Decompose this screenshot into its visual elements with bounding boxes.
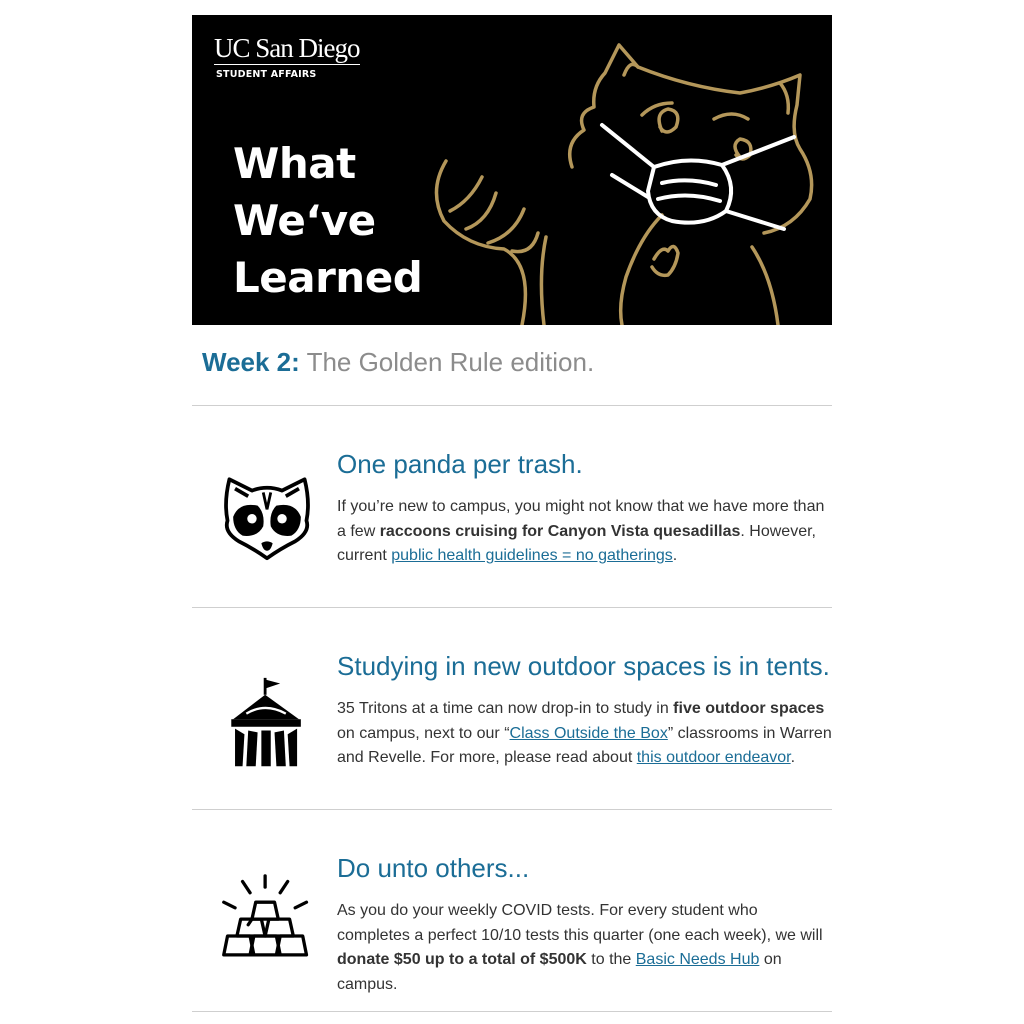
body-text: . However, current bbox=[337, 522, 816, 564]
public-health-guidelines-link[interactable]: public health guidelines = no gatherings bbox=[391, 547, 673, 564]
section-body bbox=[337, 697, 832, 771]
gold-bars-icon bbox=[220, 874, 314, 968]
newsletter-container bbox=[192, 15, 832, 1012]
section-body bbox=[337, 899, 832, 997]
hero-title-line: Learned bbox=[233, 253, 423, 302]
body-text: As you do your weekly COVID tests. For every student who completes a perfect 10/10 tests this quarter (one each week), we will bbox=[337, 902, 823, 944]
body-bold-text: five outdoor spaces bbox=[673, 700, 825, 717]
outdoor-endeavor-link[interactable]: this outdoor endeavor bbox=[636, 749, 791, 766]
body-text: 35 Tritons at a time can now drop-in to study in bbox=[337, 700, 674, 717]
circus-tent-icon bbox=[220, 676, 314, 770]
body-text: on campus. bbox=[337, 951, 782, 993]
hero-banner bbox=[192, 15, 832, 325]
section-outdoor-spaces bbox=[192, 608, 832, 810]
hero-title-line: We‘ve bbox=[233, 196, 376, 245]
body-text: . bbox=[790, 749, 796, 766]
section-do-unto-others bbox=[192, 810, 832, 1012]
section-title: Studying in new outdoor spaces is in tents. bbox=[337, 651, 830, 681]
week-heading bbox=[192, 325, 832, 406]
body-bold-text: donate $50 up to a total of $500K bbox=[337, 951, 587, 968]
body-text: to the bbox=[586, 951, 636, 968]
body-text: . bbox=[672, 547, 678, 564]
logo-subtitle: STUDENT AFFAIRS bbox=[216, 69, 317, 80]
body-text: If you’re new to campus, you might not know that we have more than a few bbox=[337, 498, 825, 540]
raccoon-face-icon bbox=[220, 468, 314, 562]
body-text: on campus, next to our “ bbox=[337, 724, 510, 742]
week-title bbox=[202, 347, 594, 378]
class-outside-the-box-link[interactable]: Class Outside the Box bbox=[509, 724, 668, 742]
section-title: One panda per trash. bbox=[337, 449, 583, 479]
week-label: Week 2: bbox=[202, 347, 300, 377]
basic-needs-hub-link[interactable]: Basic Needs Hub bbox=[635, 951, 760, 968]
section-title: Do unto others... bbox=[337, 853, 530, 883]
logo-wordmark: UC San Diego bbox=[214, 33, 360, 63]
section-one-panda bbox=[192, 406, 832, 608]
body-text: ” classrooms in Warren and Revelle. For more, please read about bbox=[337, 724, 832, 766]
hero-title-line: What bbox=[233, 139, 356, 188]
hero-title bbox=[233, 135, 422, 306]
week-subtitle: The Golden Rule edition. bbox=[306, 347, 595, 377]
uc-san-diego-logo[interactable] bbox=[214, 33, 360, 80]
section-body bbox=[337, 495, 832, 569]
body-bold-text: raccoons cruising for Canyon Vista quesadillas bbox=[379, 522, 741, 540]
masked-raccoon-illustration bbox=[422, 15, 832, 325]
